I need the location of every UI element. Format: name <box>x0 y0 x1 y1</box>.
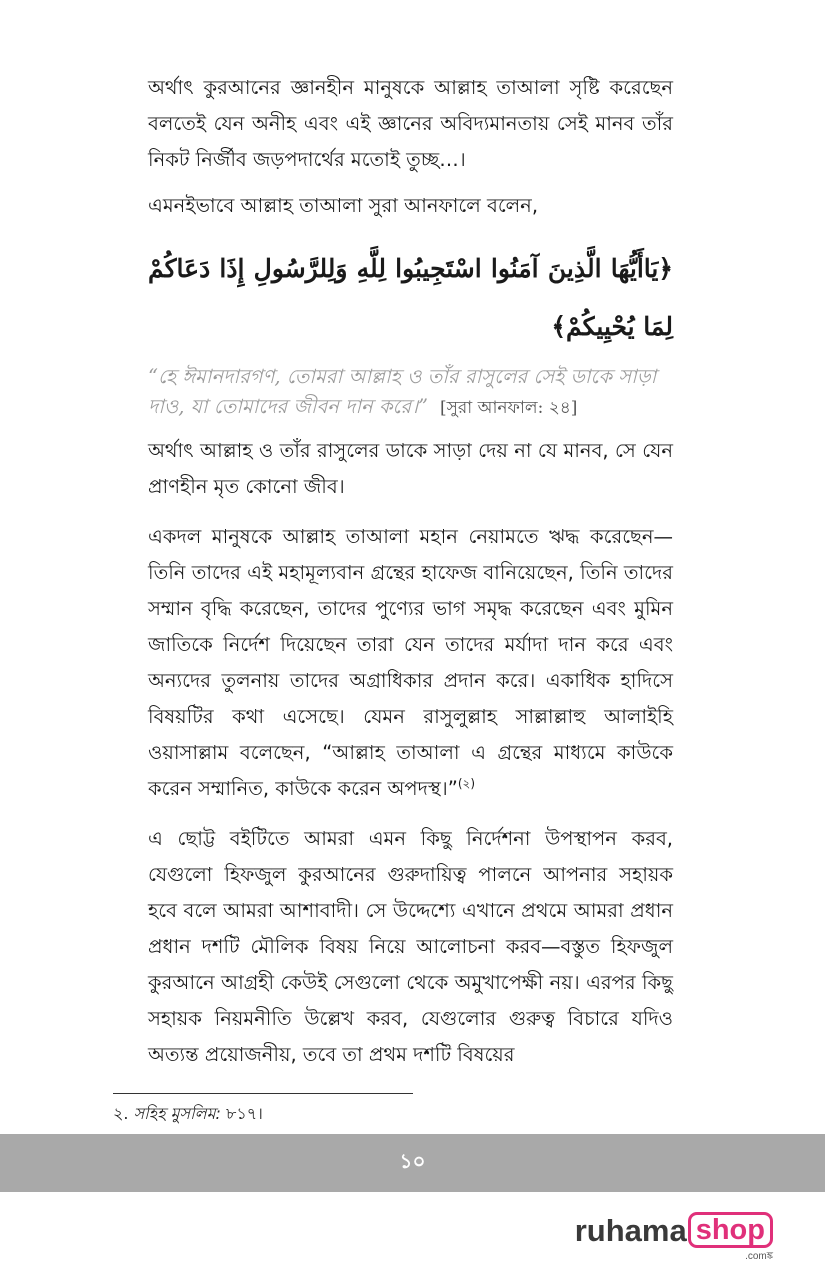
translation-text: “হে ঈমানদারগণ, তোমরা আল্লাহ ও তাঁর রাসুলের সেই ডাকে সাড়া দাও, যা তোমাদের জীবন দান করে।” <box>148 365 657 418</box>
verse-translation <box>148 362 673 423</box>
page-number: ১০ <box>399 1148 426 1173</box>
footnote-mark[interactable]: (২) <box>457 776 476 791</box>
paragraph-6: এ ছোট্ট বইটিতে আমরা এমন কিছু নির্দেশনা উপস্থাপন করব, যেগুলো হিফজুল কুরআনের গুরুদায়িত্ব পালনে আপনার সহায়ক হবে বলে আমরা আশাবাদী। সে উদ্দেশ্যে এখানে প্রথমে আমরা প্রধান প্রধান দশটি মৌলিক বিষয় নিয়ে আলোচনা করব—বস্তুত হিফজুল কুরআনে আগ্রহী কেউই সেগুলো থেকে অমুখাপেক্ষী নয়। এরপর কিছু সহায়ক নিয়মনীতি উল্লেখ করব, যেগুলোর গুরুত্ব বিচারে যদিও অত্যন্ত প্রয়োজনীয়, তবে তা প্রথম দশটি বিষয়ের <box>148 827 673 1066</box>
footnote-number: ২. <box>113 1104 129 1123</box>
paragraph-5 <box>148 519 673 807</box>
paragraph-2: এমনইভাবে আল্লাহ তাআলা সুরা আনফালে বলেন, <box>148 194 539 217</box>
paragraph-5-text: একদল মানুষকে আল্লাহ তাআলা মহান নেয়ামতে ঋদ্ধ করেছেন—তিনি তাদের এই মহামূল্যবান গ্রন্থের হাফেজ বানিয়েছেন, তিনি তাদের সম্মান বৃদ্ধি করেছেন, তাদের পুণ্যের ভাগ সমৃদ্ধ করেছেন এবং মুমিন জাতিকে নির্দেশ দিয়েছেন তারা যেন তাদের মর্যাদা দান করে এবং অন্যদের তুলনায় তাদের অগ্রাধিকার প্রদান করে। একাধিক হাদিসে বিষয়টির কথা এসেছে। যেমন রাসুলুল্লাহ সাল্লাল্লাহু আলাইহি ওয়াসাল্লাম বলেছেন, “আল্লাহ তাআলা এ গ্রন্থের মাধ্যমে কাউকে করেন সম্মানিত, কাউকে করেন অপদস্থ।” <box>148 525 673 800</box>
paragraph-1: অর্থাৎ কুরআনের জ্ঞানহীন মানুষকে আল্লাহ তাআলা সৃষ্টি করেছেন বলতেই যেন অনীহ এবং এই জ্ঞানের অবিদ্যমানতায় সেই মানব তাঁর নিকট নির্জীব জড়পদার্থের মতোই তুচ্ছ…। <box>148 76 673 171</box>
footnote-ref: ৮১৭। <box>225 1104 263 1123</box>
arabic-verse: ﴿يَاأَيُّهَا الَّذِينَ آمَنُوا اسْتَجِيبُوا لِلَّهِ وَلِلرَّسُولِ إِذَا دَعَاكُمْ لِمَا يُحْيِيكُمْ﴾ <box>148 254 673 341</box>
footnote <box>113 1101 263 1128</box>
footnote-source: সহিহ মুসলিম: <box>133 1104 221 1123</box>
page-number-band <box>0 1134 825 1192</box>
paragraph-4: অর্থাৎ আল্লাহ ও তাঁর রাসুলের ডাকে সাড়া দেয় না যে মানব, সে যেন প্রাণহীন মৃত কোনো জীব। <box>148 439 673 498</box>
logo-shop-group <box>687 1212 773 1266</box>
verse-reference: [সুরা আনফাল: ২৪] <box>440 398 578 418</box>
ruhamashop-logo <box>575 1212 773 1266</box>
logo-brand-text: ruhama <box>574 1213 687 1248</box>
page-body <box>148 70 673 1073</box>
logo-domain: .comঙ্ক <box>745 1251 773 1262</box>
footnote-divider <box>113 1093 413 1094</box>
logo-shop-badge: shop <box>688 1212 773 1248</box>
